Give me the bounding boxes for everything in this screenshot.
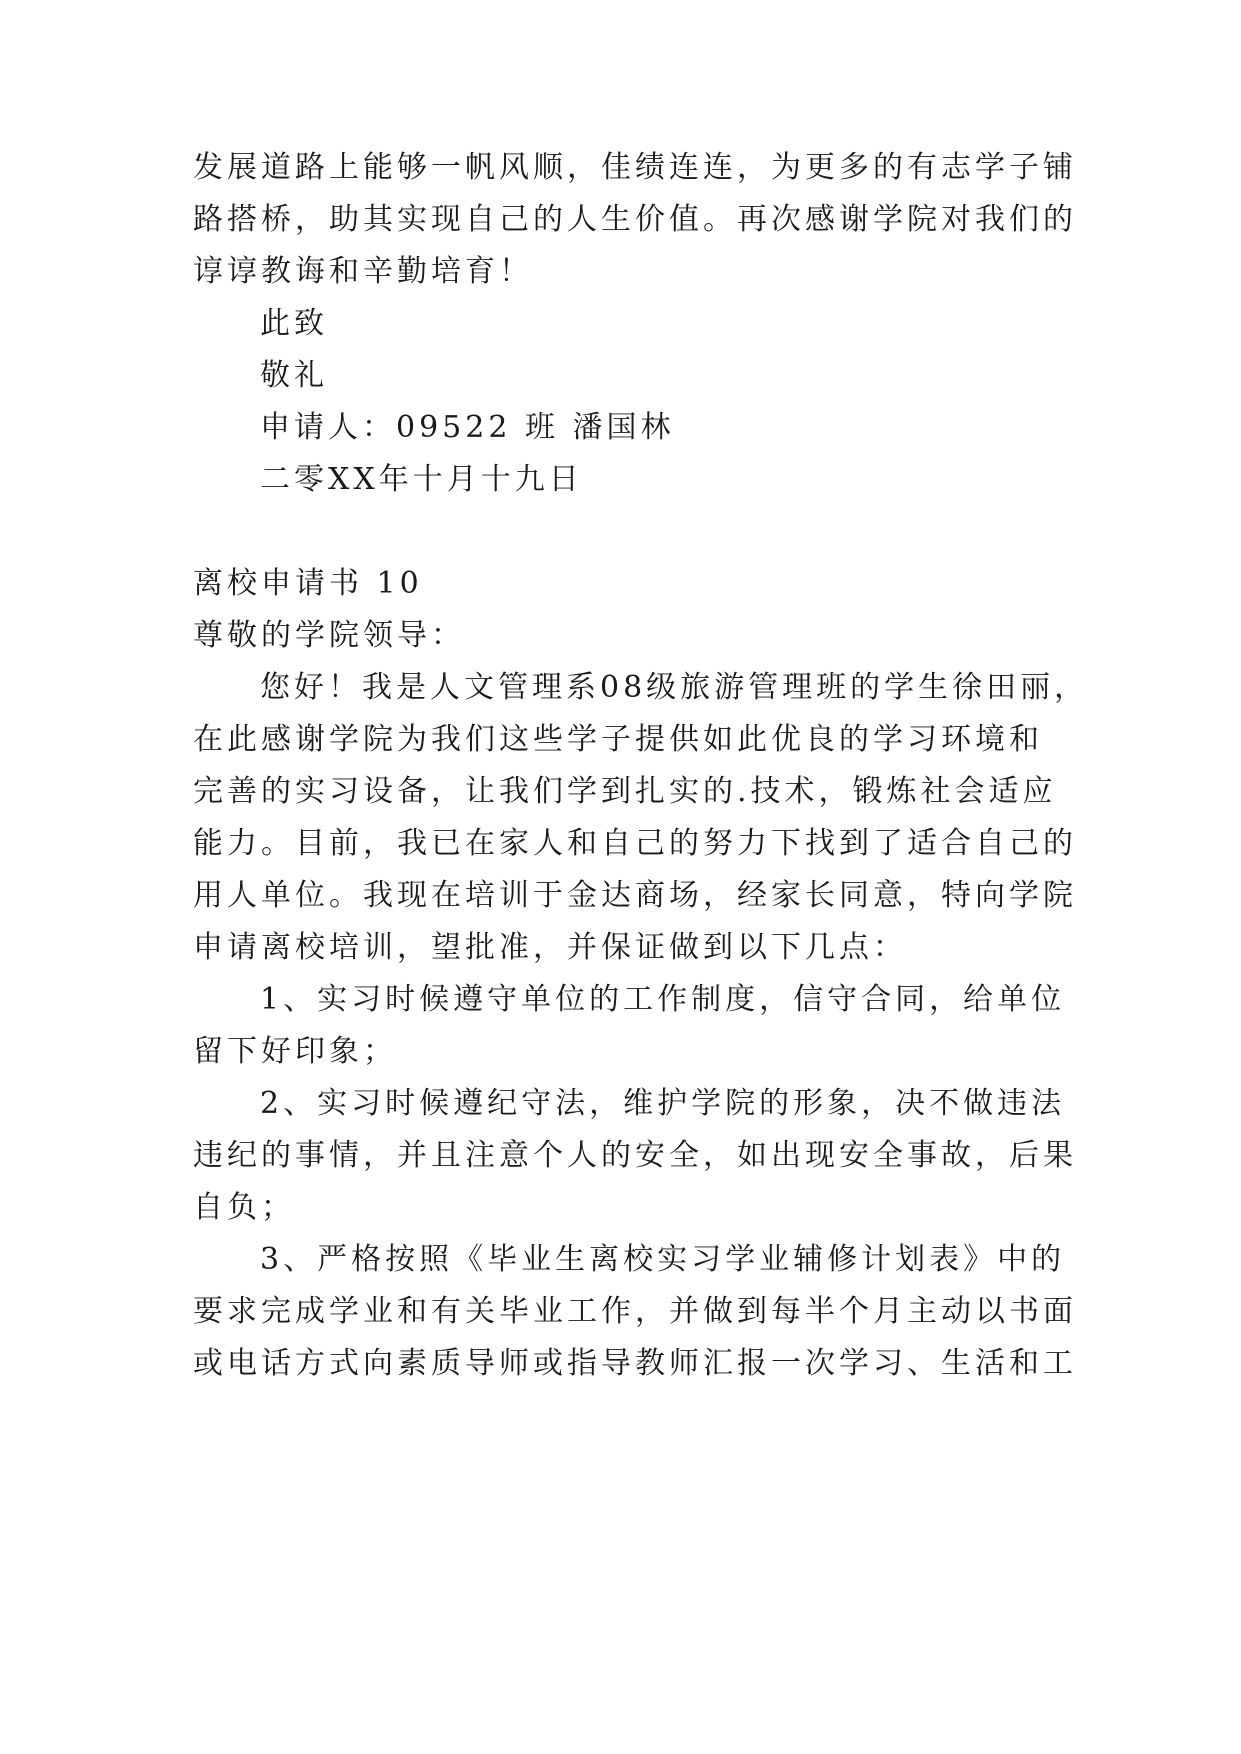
letter-date: 二零XX年十月十九日 <box>260 462 583 497</box>
body-text-line: 路搭桥，助其实现自己的人生价值。再次感谢学院对我们的 <box>193 202 1077 237</box>
body-text-line: 谆谆教诲和辛勤培育！ <box>193 254 533 289</box>
body-text-line: 您好！我是人文管理系08级旅游管理班的学生徐田丽， <box>260 670 1089 705</box>
closing-line: 此致 <box>260 306 328 341</box>
list-item-line: 2、实习时候遵纪守法，维护学院的形象，决不做违法 <box>260 1086 1066 1121</box>
body-text-line: 用人单位。我现在培训于金达商场，经家长同意，特向学院 <box>193 878 1077 913</box>
list-item-line: 留下好印象； <box>193 1034 397 1069</box>
applicant-signature: 申请人：09522 班 潘国林 <box>260 410 675 445</box>
body-text-line: 能力。目前，我已在家人和自己的努力下找到了适合自己的 <box>193 826 1077 861</box>
list-item-line: 1、实习时候遵守单位的工作制度，信守合同，给单位 <box>260 982 1066 1017</box>
body-text-line: 发展道路上能够一帆风顺，佳绩连连，为更多的有志学子铺 <box>193 150 1077 185</box>
body-text-line: 完善的实习设备，让我们学到扎实的.技术，锻炼社会适应 <box>193 774 1057 809</box>
list-item-line: 或电话方式向素质导师或指导教师汇报一次学习、生活和工 <box>193 1346 1077 1381</box>
body-text-line: 在此感谢学院为我们这些学子提供如此优良的学习环境和 <box>193 722 1043 757</box>
list-item-line: 3、严格按照《毕业生离校实习学业辅修计划表》中的 <box>260 1242 1066 1277</box>
list-item-line: 违纪的事情，并且注意个人的安全，如出现安全事故，后果 <box>193 1138 1077 1173</box>
letter-title: 离校申请书 10 <box>193 566 423 601</box>
closing-line: 敬礼 <box>260 358 328 393</box>
salutation: 尊敬的学院领导： <box>193 618 465 653</box>
list-item-line: 要求完成学业和有关毕业工作，并做到每半个月主动以书面 <box>193 1294 1077 1329</box>
list-item-line: 自负； <box>193 1190 295 1225</box>
body-text-line: 申请离校培训，望批准，并保证做到以下几点： <box>193 930 907 965</box>
